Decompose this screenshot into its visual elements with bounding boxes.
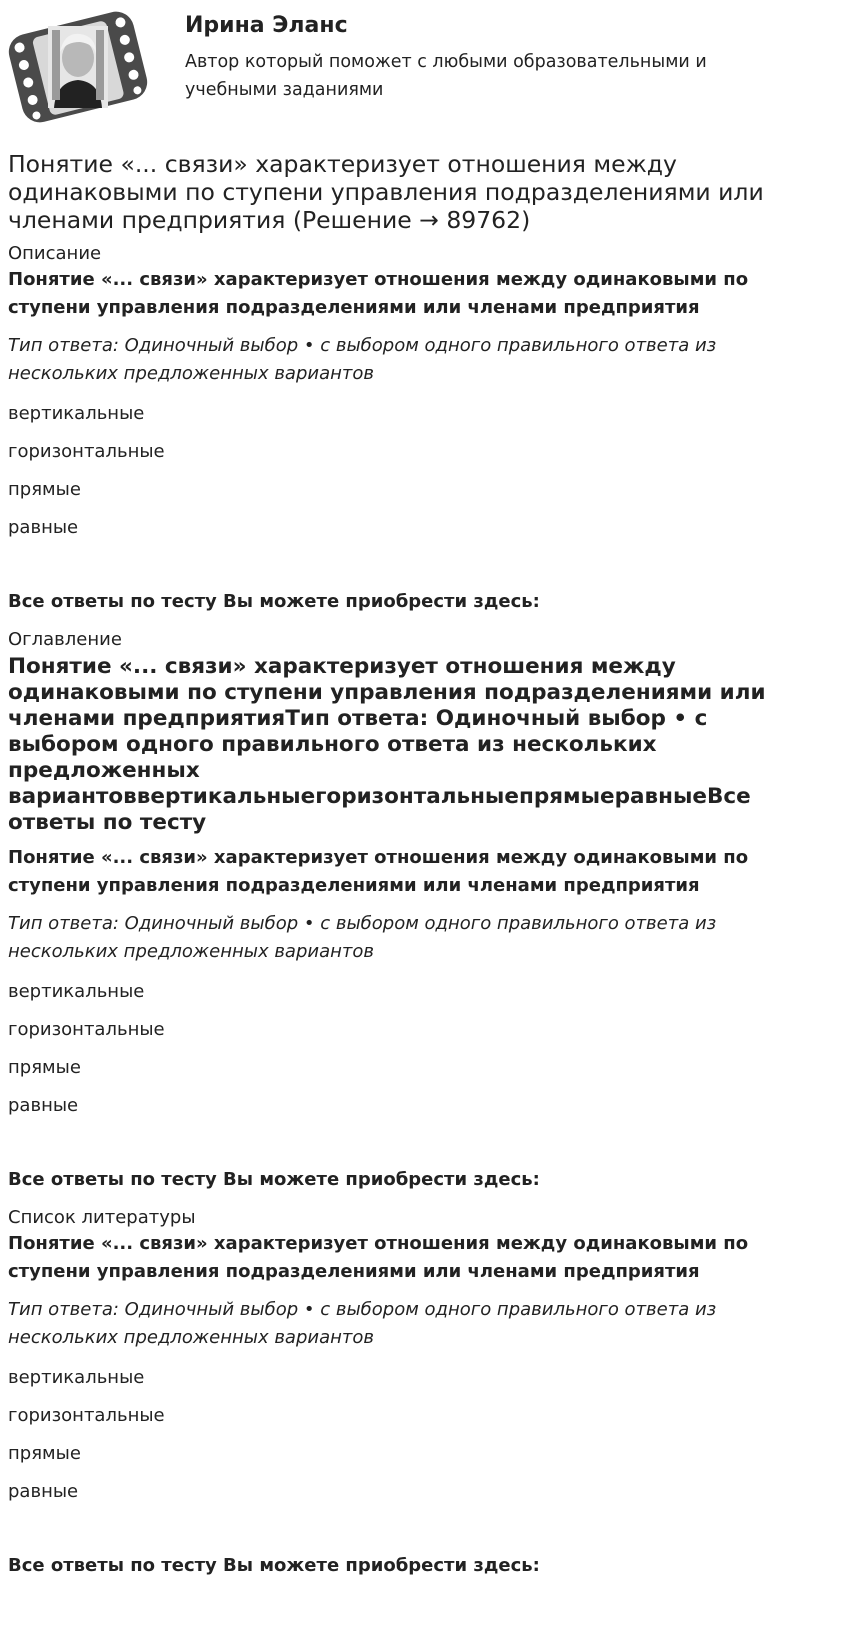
- author-description: Автор который поможет с любыми образовательными и учебными заданиями: [185, 52, 707, 100]
- answer-type: Тип ответа: Одиночный выбор • с выбором одного правильного ответа из нескольких предложенных вариантов: [8, 913, 717, 962]
- option-item: прямые: [8, 479, 81, 500]
- buy-answers-text: Все ответы по тесту Вы можете приобрести здесь:: [8, 1555, 540, 1576]
- option-item: вертикальные: [8, 981, 145, 1002]
- question-text: Понятие «... связи» характеризует отношения между одинаковыми по ступени управления подразделениями или членами предприятия: [8, 269, 749, 318]
- section-description: [8, 242, 798, 614]
- option-item: вертикальные: [8, 1367, 145, 1388]
- section-label: Описание: [8, 243, 102, 264]
- page: [8, 0, 798, 1578]
- option-item: равные: [8, 1095, 79, 1116]
- page-title: Понятие «... связи» характеризует отношения между одинаковыми по ступени управления подразделениями или членами предприятия (Решение → 89762): [8, 150, 764, 234]
- author-card: [8, 0, 798, 130]
- question-text: Понятие «... связи» характеризует отношения между одинаковыми по ступени управления подразделениями или членами предприятия: [8, 1233, 749, 1282]
- section-label: Оглавление: [8, 629, 122, 650]
- option-item: прямые: [8, 1443, 81, 1464]
- answer-type: Тип ответа: Одиночный выбор • с выбором одного правильного ответа из нескольких предложенных вариантов: [8, 335, 717, 384]
- option-item: прямые: [8, 1057, 81, 1078]
- option-item: горизонтальные: [8, 1405, 165, 1426]
- section-literature: [8, 1206, 798, 1578]
- option-item: равные: [8, 517, 79, 538]
- option-item: вертикальные: [8, 403, 145, 424]
- option-item: горизонтальные: [8, 441, 165, 462]
- buy-answers-text: Все ответы по тесту Вы можете приобрести здесь:: [8, 1169, 540, 1190]
- question-text: Понятие «... связи» характеризует отношения между одинаковыми по ступени управления подразделениями или членами предприятия: [8, 847, 749, 896]
- section-label: Список литературы: [8, 1207, 196, 1228]
- answer-type: Тип ответа: Одиночный выбор • с выбором одного правильного ответа из нескольких предложенных вариантов: [8, 1299, 717, 1348]
- buy-answers-text: Все ответы по тесту Вы можете приобрести здесь:: [8, 591, 540, 612]
- section-contents: [8, 628, 798, 1192]
- option-item: горизонтальные: [8, 1019, 165, 1040]
- option-item: равные: [8, 1481, 79, 1502]
- film-strip-photo-icon: [8, 8, 148, 126]
- contents-heading: Понятие «... связи» характеризует отношения между одинаковыми по ступени управления подразделениями или членами предприятияТип ответа: Одиночный выбор • с выбором одного правильного ответа из нескольких предложенных вариантоввертикальныегоризонтальныепрямыеравныеВсе ответы по тесту: [8, 654, 766, 835]
- author-name: Ирина Эланс: [185, 13, 348, 38]
